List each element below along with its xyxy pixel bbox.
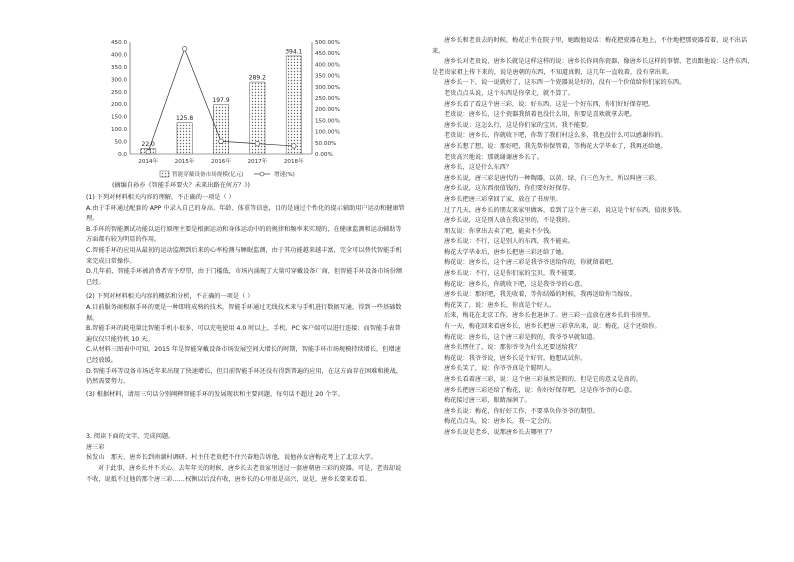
story-line: 唐乡长说：梅花，你好好工作，不要辜负你爷爷的期望。 — [444, 407, 599, 415]
chart-caption: (摘编自孙亦《智能手环要火？未来出路在何方？》) — [112, 182, 250, 189]
story-line: 老贵说：唐乡长，这个瓷器我留着也没什么用，你要是喜欢就拿去吧。 — [444, 111, 636, 119]
left-tick-label: 450.0 — [110, 40, 127, 46]
right-column — [432, 36, 754, 439]
story-line: 唐乡长说，唐三彩是唐代的一种陶器，以黄、绿、白三色为主，所以叫唐三彩。 — [444, 174, 661, 182]
bar-value-label: 289.2 — [248, 74, 266, 82]
section-3-heading: 3. 阅读下面的文字，完成问题。 — [86, 433, 175, 441]
right-tick-label: 350.00% — [315, 73, 340, 80]
story-line: 唐乡长说，这是别人放在我这里的，不是我的。 — [444, 217, 574, 225]
story-paragraph-1: 侯发山 那天，唐乡长到南湖村调研。村主任老贵把不住兴奋地告诉他，说他孙女唐梅花考上了北京大学。 — [86, 454, 377, 462]
story-line: 唐乡长说：这怎么行，这是你们家的宝贝，我不能要。 — [444, 121, 593, 129]
story-line: 老贵点点头说，这个东西是你拿走，就不算了。 — [444, 89, 574, 97]
story-line: 梅花点点头，说：唐乡长，我一定会的。 — [444, 418, 556, 426]
story-line: 唐乡长对老贵说，唐乡长就是这样这样的说：唐乡长你问你瓷器，像唐乡长这样的事情，老贵跟他说：这件东西，是老贵家祖上传下来的，说是唐朝的东西，不知道真假，这几年一直收着，没有拿出来。 — [432, 58, 754, 76]
growth-point — [292, 144, 297, 149]
story-line: 梅花大学毕业后，唐乡长把唐三彩还给了她。 — [444, 248, 568, 256]
story-line: 过了几天，唐乡长的朋友来家里做客，看到了这个唐三彩，说这是个好东西，值很多钱。 — [444, 206, 686, 214]
story-line: 唐乡长说，这东西很值钱的，你们要好好保存。 — [444, 185, 574, 193]
left-tick-label: 200.0 — [110, 102, 127, 109]
right-tick-label: 400.00% — [315, 62, 340, 69]
x-tick-label: 2015年 — [174, 159, 195, 165]
growth-point — [182, 46, 187, 51]
story-line: 梅花笑了，说：唐乡长，你真是个好人。 — [444, 301, 556, 309]
question-1-option-a: A.由于手环通过配套的 APP 中录入自己的身高、年龄、体重等信息，目的是通过个性化的提示辅助用户运动和健康管理。 — [86, 204, 405, 223]
right-tick-label: 450.00% — [315, 51, 340, 58]
story-line: 唐乡长说：不行，这是别人的东西，我不能卖。 — [444, 238, 574, 246]
left-column — [86, 193, 406, 485]
story-line: 唐乡长说：不行，这是你们家的宝贝，我不能要。 — [444, 270, 581, 278]
x-tick-label: 2018年 — [283, 159, 304, 165]
story-line: 唐乡长看了看这个唐三彩，说：好东西，这是一个好东西，你们好好保存吧。 — [444, 100, 655, 108]
question-2-stem: (2) 下列对材料相关内容的概括和分析，不正确的一项是（ ） — [86, 293, 254, 301]
story-line: 朋友说：你拿出去卖了吧，能卖不少钱。 — [444, 227, 556, 235]
right-tick-label: 50.00% — [315, 140, 337, 147]
question-2-option-a: A.目前服务商根据手环的更是一种即将成熟的技术，智能手环通过无线技术来与手机进行数据互通，得到一些基础数据。 — [86, 303, 402, 322]
left-tick-label: 350.0 — [110, 64, 127, 71]
legend-line-marker — [260, 172, 264, 176]
x-tick-label: 2017年 — [247, 159, 268, 165]
story-line: 唐乡长说是老乡，说那唐乡长去哪里了？ — [444, 428, 556, 436]
legend-bar-swatch — [160, 171, 169, 177]
story-line: 梅花接过唐三彩，眼睛湿润了。 — [444, 397, 531, 405]
right-tick-label: 0.00% — [315, 152, 333, 158]
bar-value-label: 125.8 — [176, 115, 194, 123]
right-tick-label: 300.00% — [315, 84, 340, 91]
story-line: 后来，梅花在北京工作，唐乡长也退休了。唐三彩一直放在唐乡长的书房里。 — [444, 312, 655, 320]
question-1-option-b: B.手环的智能测试功能以运行原理主要是根据运动和身体运动中的的规律和频率来实现的，在健康监测和运动辅助等方面都有较为明显的作用。 — [86, 225, 402, 244]
answer-space — [86, 400, 406, 432]
story-line: 梅花说：唐乡长，这个唐三彩是假的，我爷爷早就知道。 — [444, 333, 599, 341]
bar — [213, 105, 228, 154]
story-title: 唐三彩 — [86, 443, 105, 451]
chart-svg — [86, 34, 406, 184]
story-line: 梅花说：我爷爷说，唐乡长是个好官，他想试试你。 — [444, 354, 587, 362]
left-tick-label: 0.0 — [118, 152, 127, 158]
right-tick-label: 100.00% — [315, 129, 340, 136]
left-tick-label: 150.0 — [110, 114, 127, 121]
legend-bar-label: 智能穿戴设备市场规模(亿元) — [172, 172, 244, 178]
question-3-stem: (3) 根据材料，请用三句话分别阐释智能手环的发展现状和主要问题，每句话不超过 20 个字。 — [86, 390, 344, 398]
right-tick-label: 250.00% — [315, 96, 340, 102]
bar — [177, 123, 192, 154]
question-1-stem: (1) 下列对材料相关内容的理解，不正确的一项是（ ） — [86, 194, 235, 201]
bar-value-label: 394.1 — [285, 48, 303, 56]
right-tick-label: 200.00% — [315, 107, 340, 114]
story-line: 唐乡长看着唐三彩，说：这个唐三彩虽然是假的，但是它的意义是真的。 — [444, 376, 642, 383]
story-line: 唐乡长和老贵去的时候，梅花正坐在院子里，她跟他说话：梅花把瓷器在地上，不住地把那瓷器看着，说不出话来。 — [432, 37, 748, 55]
story-line: 唐乡长把唐三彩还给了梅花，说：你好好保存吧，这是你爷爷的心意。 — [444, 386, 636, 394]
story-line: 有一天，梅花回来看唐乡长，唐乡长把唐三彩拿出来，说：梅花，这个还给你。 — [444, 323, 661, 331]
story-line: 梅花说：唐乡长，这个唐三彩是我爷爷送给你的，你就留着吧。 — [444, 259, 618, 267]
bar-value-label: 22.0 — [141, 141, 155, 149]
growth-point — [255, 141, 260, 146]
question-2-option-d: D.智能手环等设备市场近年来出现了快速增长，但目前智能手环还没有得到普遍的应用，在这方面存在困难和挑战，仍然需要努力。 — [86, 367, 403, 386]
story-line: 老贵说：唐乡长，你就收下吧，你帮了我们村这么多，我也没什么可以感谢你的。 — [444, 132, 667, 140]
question-1-option-c: C.智能手环的应用从最初的运动监测到后来的心率检测与睡眠监测，由于其功能越来越丰富，完全可以替代智能手机来完成日常操作。 — [86, 246, 402, 265]
left-tick-label: 400.0 — [110, 52, 127, 59]
growth-point — [146, 149, 151, 154]
bar-value-label: 197.9 — [212, 97, 230, 105]
story-line: 唐乡长笑了，说：你爷爷真是个聪明人。 — [444, 365, 556, 373]
x-tick-label: 2014年 — [138, 159, 159, 165]
question-2-option-b: B.智能手环的耗电量比智能手机小很多，可以充电使用 4.0 时以上，手机、PC 客户端可以进行连接；而智能手表普遍仅仅只能待机 10 天。 — [86, 325, 401, 343]
story-line: 唐乡长一下，说一说就好了，这东西一个瓷器说是好的，没有一个价值给你们家的东西。 — [444, 79, 686, 87]
story-line: 唐乡长想了想，说：那好吧，我先帮你保管着，等梅花大学毕业了，我再还给她。 — [444, 142, 667, 150]
x-tick-label: 2016年 — [211, 159, 231, 165]
story-line: 唐乡长说：那好吧，我先收着，等你结婚的时候，我再送给你当嫁妆。 — [444, 291, 636, 299]
question-2-option-c: C.从材料三图表中可知，2015 年是智能穿戴设备市场发展空间大增长的时期，智能手环市场规模持续增长，但增速已经放缓。 — [86, 346, 401, 364]
market-chart — [86, 34, 406, 184]
left-tick-label: 250.0 — [110, 89, 127, 96]
bar — [286, 56, 301, 154]
left-tick-label: 300.0 — [110, 77, 127, 84]
story-line: 唐乡长把唐三彩拿回了家，放在了书房里。 — [444, 195, 562, 203]
growth-point — [219, 139, 224, 144]
story-line: 唐乡长，这是什么东西？ — [444, 164, 513, 172]
story-paragraph-2: 对于此事，唐乡长并不关心。去年年关的时候，唐乡长去老贵家里送过一套唐朝唐三彩的瓷器。可是，老贵却说不收，说抵不过他的那个唐三彩……权衡以后没有收，唐乡长的心里很是高兴，说是，唐乡长要来看看。 — [86, 465, 402, 483]
left-tick-label: 100.0 — [110, 127, 127, 134]
story-line: 梅花说：唐乡长，你就收下吧，这是我爷爷的心意。 — [444, 280, 587, 288]
left-tick-label: 50.0 — [114, 139, 127, 146]
right-tick-label: 500.00% — [315, 40, 340, 46]
right-tick-label: 150.00% — [315, 118, 340, 125]
question-1-option-d: D.几年前，智能手环被消费者寄予厚望，由于门槛低，市场内涌现了大量可穿戴设备厂商，但智能手环设备市场份额已经。 — [86, 268, 403, 286]
legend-line-label: 增速(%) — [274, 172, 295, 178]
story-line: 唐乡长愣住了，说：那你爷爷为什么还要送给我？ — [444, 344, 581, 352]
story-line: 老贵高兴地说：那就谢谢唐乡长了。 — [444, 153, 543, 161]
